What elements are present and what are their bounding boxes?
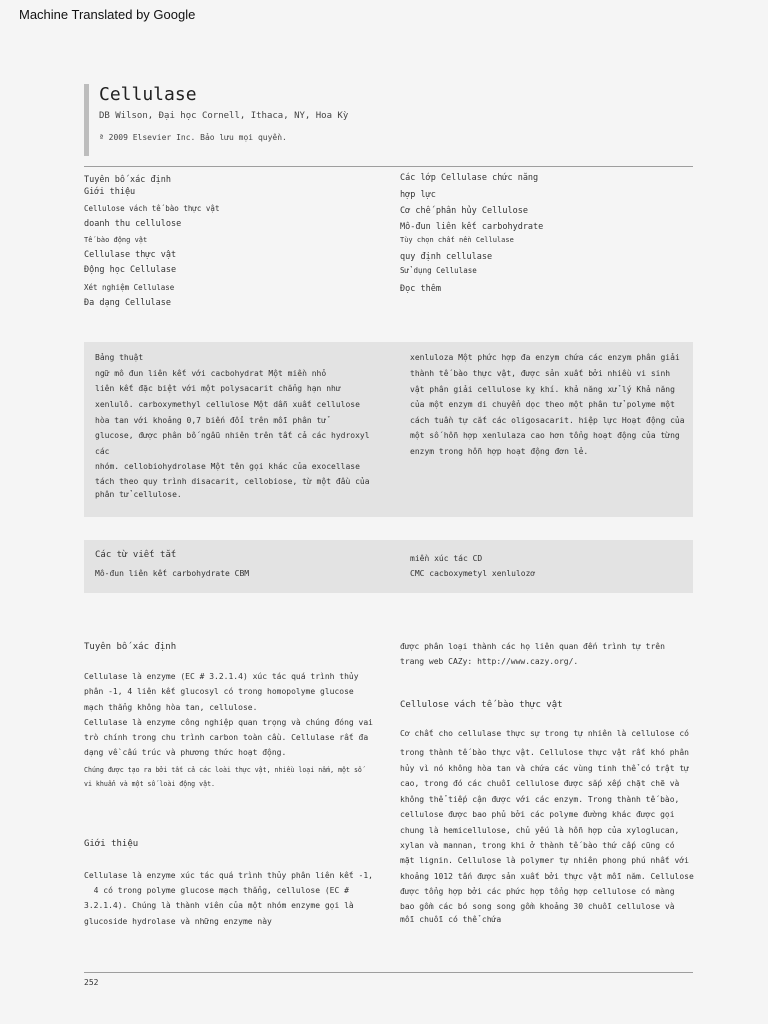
toc-item-left[interactable]: Xét nghiệm Cellulase bbox=[84, 283, 175, 292]
toc-item-left[interactable]: Cellulose vách tế bào thực vật bbox=[84, 204, 220, 213]
body-line: phân -1, 4 liên kết glucosyl có trong homopolyme glucose bbox=[84, 687, 354, 696]
toc-item-right[interactable]: hợp lực bbox=[400, 190, 436, 200]
glossary-line: tách theo quy trình disacarit, cellobiose, từ một đầu của bbox=[95, 477, 370, 486]
glossary-line: enzym trong hỗn hợp hoạt động đơn lẻ. bbox=[410, 447, 589, 456]
body-line: xylan và mannan, trong khi ở thành tế bào thứ cấp cũng có bbox=[400, 841, 675, 850]
toc-item-left[interactable]: Tế bào động vật bbox=[84, 236, 148, 244]
toc-item-left[interactable]: Giới thiệu bbox=[84, 187, 136, 197]
body-line: dạng về cấu trúc và phương thức hoạt động. bbox=[84, 748, 287, 757]
glossary-line: một số hỗn hợp xenlulaza cao hơn tổng hoạt động của từng bbox=[410, 431, 680, 440]
body-line: trang web CAZy: http://www.cazy.org/. bbox=[400, 657, 579, 666]
body-line: 3.2.1.4). Chúng là thành viên của một nhóm enzyme gọi là bbox=[84, 901, 354, 910]
glossary-line: Bảng thuật bbox=[95, 353, 144, 362]
toc-item-left[interactable]: Đa dạng Cellulase bbox=[84, 298, 171, 308]
body-line: được phân loại thành các họ liên quan đến trình tự trên bbox=[400, 642, 665, 651]
body-line: mỗi chuỗi có thể chứa bbox=[400, 915, 502, 924]
body-line: trong thành tế bào thực vật. Cellulose thực vật rất khó phân bbox=[400, 748, 689, 757]
toc-item-left[interactable]: Động học Cellulase bbox=[84, 265, 177, 275]
body-line: cellulose được bao phủ bởi các polyme đường khác được gọi bbox=[400, 810, 675, 819]
abbreviation-item: CMC cacboxymetyl xenlulozơ bbox=[410, 569, 536, 578]
glossary-line: thành tế bào thực vật, được sản xuất bởi nhiều vi sinh bbox=[410, 369, 671, 378]
article-title: Cellulase bbox=[99, 84, 197, 105]
body-line: được tổng hợp bởi các phức hợp tổng hợp cellulose có màng bbox=[400, 887, 675, 896]
footer-divider bbox=[84, 972, 693, 973]
definition-heading: Tuyên bố xác định bbox=[84, 642, 177, 652]
toc-item-right[interactable]: quy định cellulase bbox=[400, 252, 493, 262]
body-line: mặt lignin. Cellulose là polymer tự nhiên phong phú nhất với bbox=[400, 856, 689, 865]
abbreviations-heading: Các từ viết tắt bbox=[95, 550, 177, 560]
page-number: 252 bbox=[84, 978, 99, 987]
body-line: Cellulase là enzyme xúc tác quá trình thủy phân liên kết -1, bbox=[84, 871, 373, 880]
toc-item-right[interactable]: Cơ chế phân hủy Cellulose bbox=[400, 206, 528, 216]
machine-translated-banner: Machine Translated by Google bbox=[19, 7, 196, 22]
toc-item-left[interactable]: Cellulase thực vật bbox=[84, 250, 177, 260]
glossary-line: phân tử cellulose. bbox=[95, 490, 182, 499]
glossary-line: liên kết đặc biệt với một polysacarit chẳng hạn như bbox=[95, 384, 341, 393]
glossary-box bbox=[84, 342, 693, 517]
glossary-line: cách tuần tự cắt các oligosacarit. hiệp lực Hoạt động của bbox=[410, 416, 685, 425]
toc-item-right[interactable]: Các lớp Cellulase chức năng bbox=[400, 173, 539, 183]
glossary-line: xenluloza Một phức hợp đa enzym chứa các enzym phân giải bbox=[410, 353, 680, 362]
body-line: hủy vì nó không hòa tan và chứa các vùng tinh thể có trật tự bbox=[400, 764, 689, 773]
toc-item-right[interactable]: Đọc thêm bbox=[400, 284, 441, 294]
glossary-line: các bbox=[95, 447, 110, 456]
glossary-line: glucose, được phân bố ngẫu nhiên trên tất cả các hydroxyl bbox=[95, 431, 370, 440]
body-line: Cơ chất cho cellulase thực sự trong tự nhiên là cellulose có bbox=[400, 729, 689, 738]
body-line: không thể tiếp cận được với các enzym. Trong thành tế bào, bbox=[400, 795, 680, 804]
body-line-small: Chúng được tạo ra bởi tất cả các loài thực vật, nhiều loại nấm, một số bbox=[84, 766, 362, 774]
abbreviations-box bbox=[84, 540, 693, 593]
toc-item-right[interactable]: Sử dụng Cellulase bbox=[400, 266, 477, 275]
body-line: 4 có trong polyme glucose mạch thẳng, cellulose (EC # bbox=[84, 886, 349, 895]
cell-wall-heading: Cellulose vách tế bào thực vật bbox=[400, 700, 563, 710]
body-line: trò chính trong chu trình carbon toàn cầu. Cellulase rất đa bbox=[84, 733, 369, 742]
abbreviation-item: Mô-đun liên kết carbohydrate CBM bbox=[95, 569, 250, 578]
body-line: mạch thẳng không hòa tan, cellulose. bbox=[84, 703, 258, 712]
body-line: bao gồm các bó song song gồm khoảng 30 chuỗi cellulose và bbox=[400, 902, 675, 911]
glossary-line: xenlulô. carboxymethyl cellulose Một dẫn xuất cellulose bbox=[95, 400, 360, 409]
article-title-block bbox=[84, 84, 694, 156]
body-line: cao, trong đó các chuỗi cellulose được sắp xếp chặt chẽ và bbox=[400, 779, 680, 788]
abbreviation-item: miền xúc tác CD bbox=[410, 554, 483, 563]
body-line-small: vi khuẩn và một số loài động vật. bbox=[84, 780, 216, 788]
toc-item-right[interactable]: Mô-đun liên kết carbohydrate bbox=[400, 222, 544, 232]
introduction-heading: Giới thiệu bbox=[84, 839, 139, 849]
copyright-notice: ª 2009 Elsevier Inc. Bảo lưu mọi quyền. bbox=[99, 133, 287, 142]
top-divider bbox=[84, 166, 693, 167]
toc-item-right[interactable]: Tùy chọn chất nền Cellulase bbox=[400, 236, 514, 244]
glossary-line: của một enzym di chuyển dọc theo một phân tử polyme một bbox=[410, 400, 675, 409]
body-line: chung là hemicellulose, chủ yếu là hỗn hợp của xyloglucan, bbox=[400, 826, 680, 835]
body-line: Cellulase là enzyme công nghiệp quan trọng và chúng đóng vai bbox=[84, 718, 373, 727]
body-line: glucoside hydrolase và những enzyme này bbox=[84, 917, 272, 926]
toc-item-left[interactable]: Tuyên bố xác định bbox=[84, 175, 171, 185]
author-affiliation: DB Wilson, Đại học Cornell, Ithaca, NY, Hoa Kỳ bbox=[99, 111, 349, 121]
body-line: Cellulase là enzyme (EC # 3.2.1.4) xúc tác quá trình thủy bbox=[84, 672, 359, 681]
glossary-line: vật phân giải cellulose kỵ khí. khả năng xử lý Khả năng bbox=[410, 385, 675, 394]
glossary-line: hòa tan với khoảng 0,7 biến đổi trên mỗi phân tử bbox=[95, 416, 327, 425]
glossary-line: ngữ mô đun liên kết với cacbohydrat Một miền nhỏ bbox=[95, 369, 327, 378]
toc-item-left[interactable]: doanh thu cellulose bbox=[84, 219, 182, 229]
glossary-line: nhóm. cellobiohydrolase Một tên gọi khác của exocellase bbox=[95, 462, 360, 471]
body-line: khoảng 1012 tấn được sản xuất bởi thực vật mỗi năm. Cellulose bbox=[400, 872, 694, 881]
